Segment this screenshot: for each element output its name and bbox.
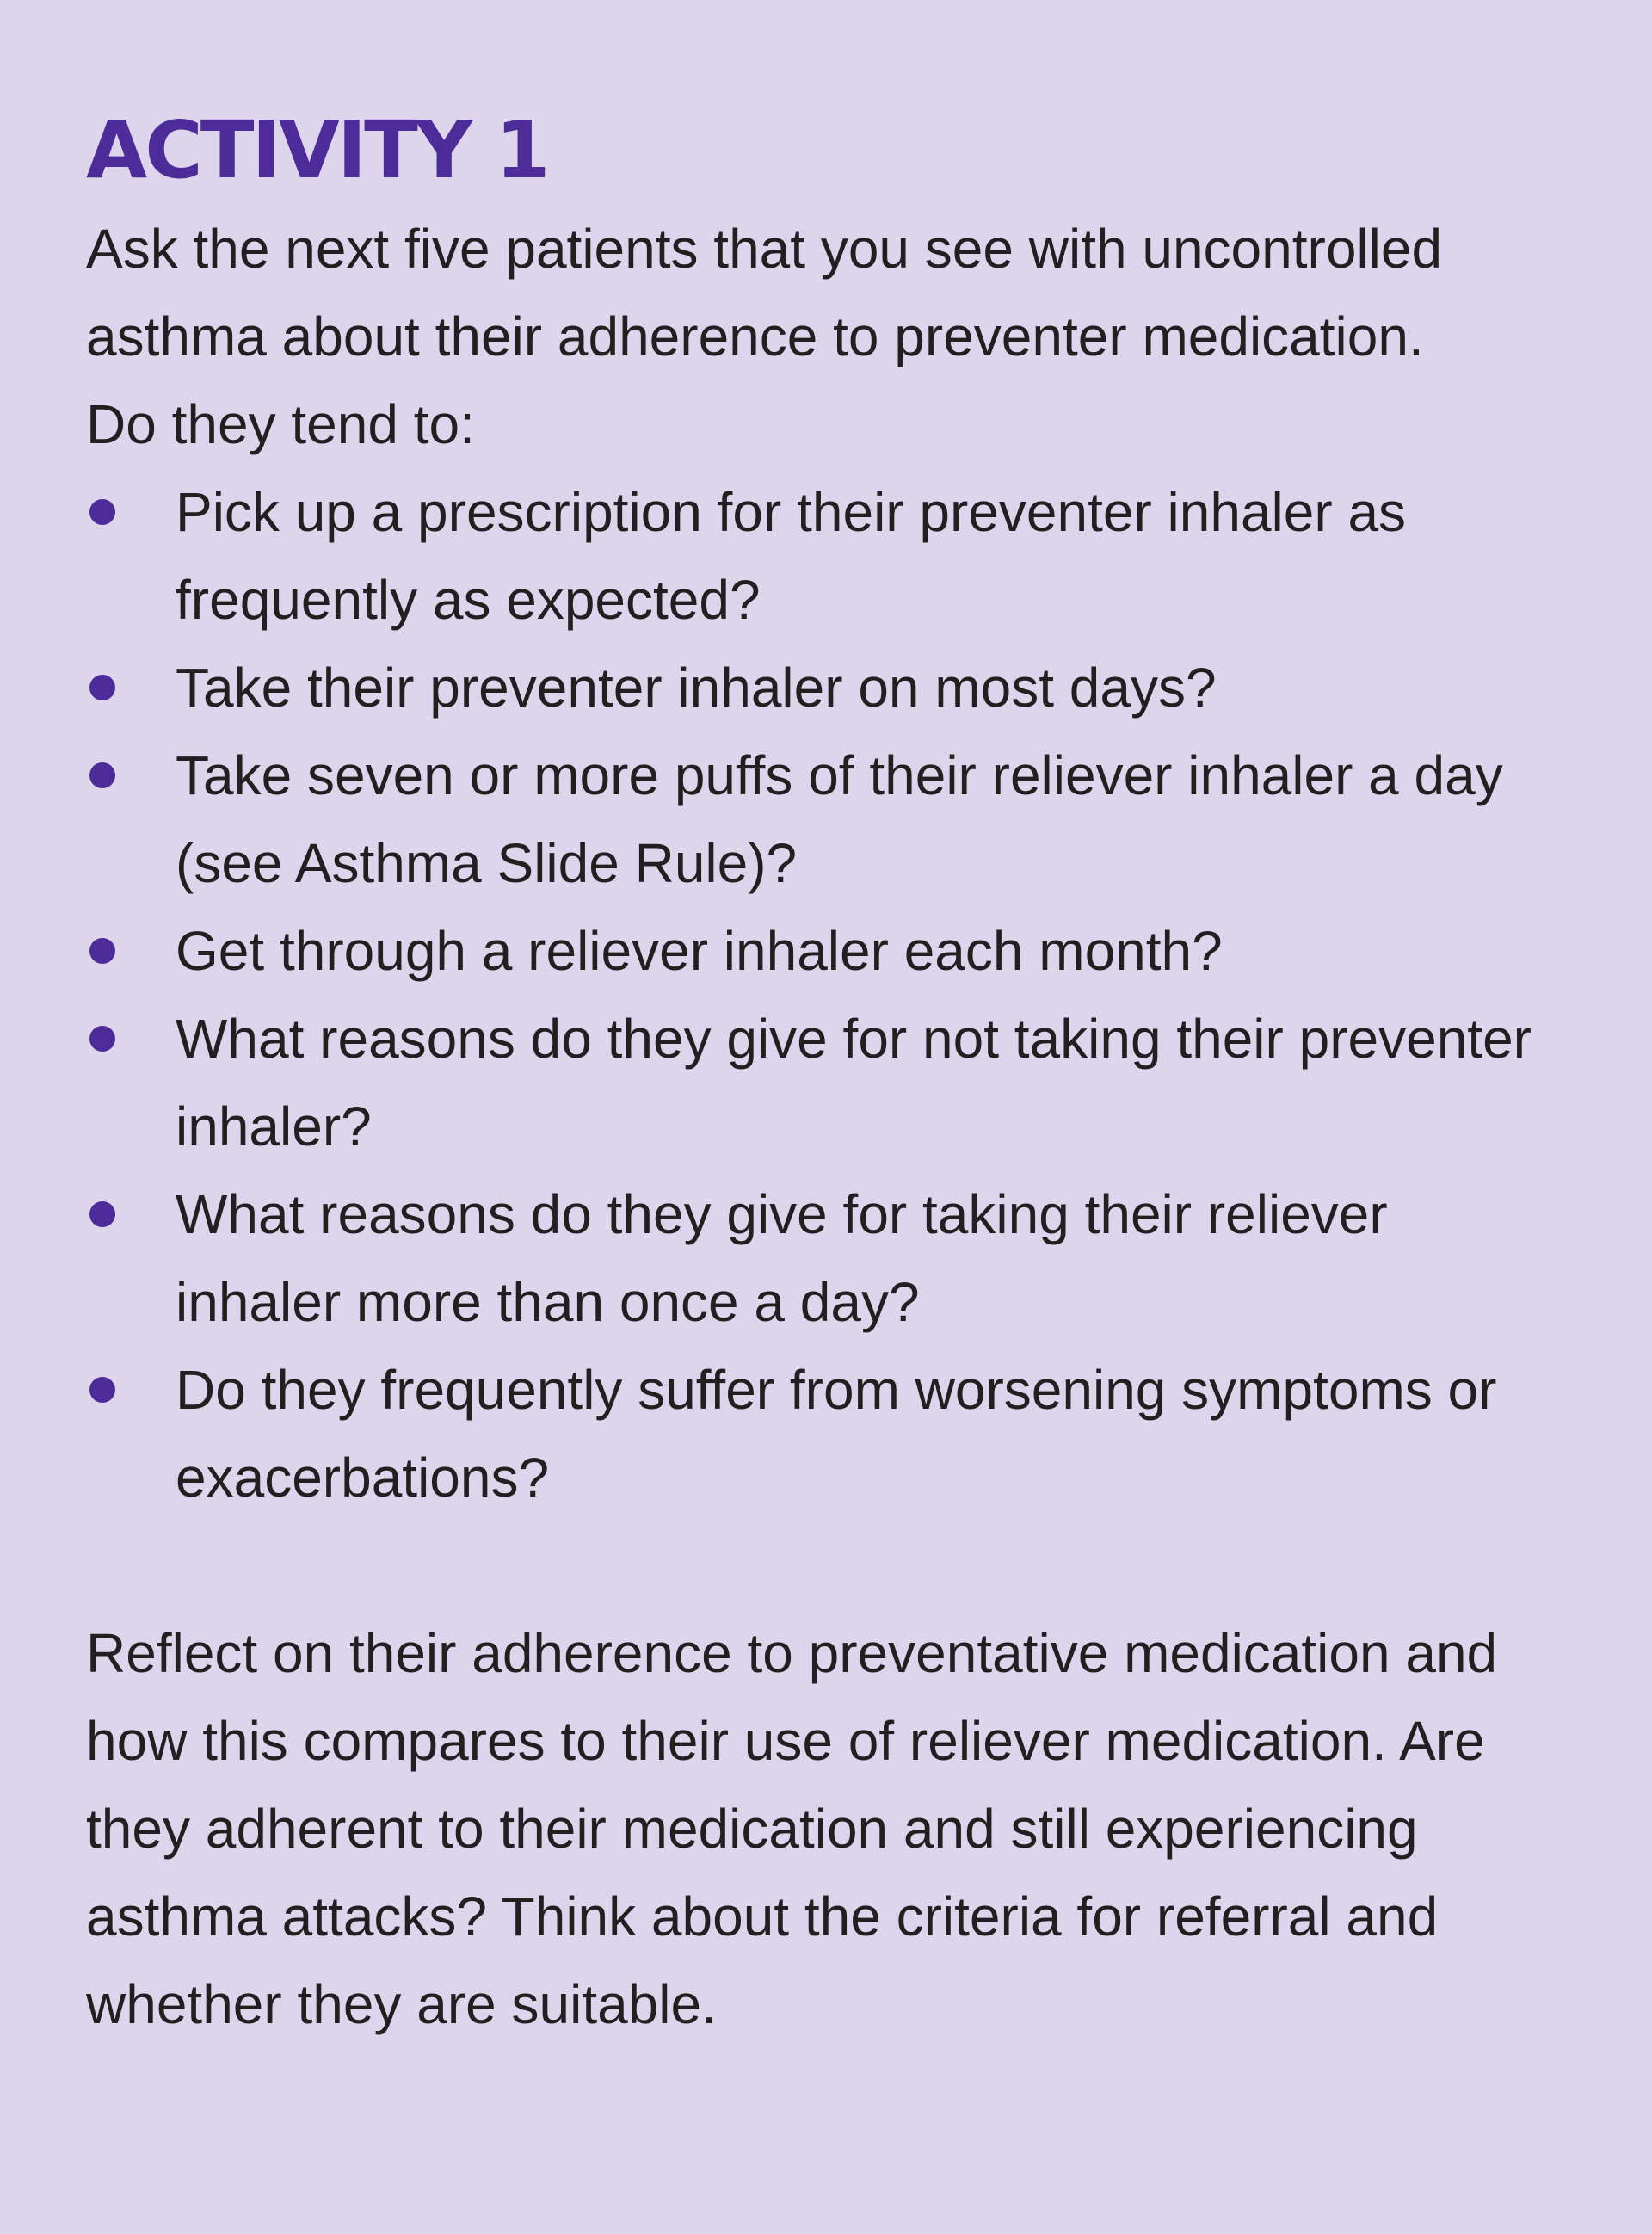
list-item-text: What reasons do they give for taking their reliever inhaler more than once a day? (176, 1183, 1388, 1333)
bullet-icon (89, 762, 115, 788)
list-item (86, 1170, 1549, 1346)
list-item (86, 1346, 1549, 1521)
list-item-text: Take seven or more puffs of their reliever inhaler a day (see Asthma Slide Rule)? (176, 744, 1503, 894)
list-item-text: Do they frequently suffer from worsening symptoms or exacerbations? (176, 1359, 1497, 1509)
activity-intro: Ask the next five patients that you see with uncontrolled asthma about their adherence to preventer medication. (86, 218, 1443, 367)
bullet-lead-in: Do they tend to: (86, 393, 475, 455)
question-list (86, 468, 1549, 1521)
list-item-text: Take their preventer inhaler on most days? (176, 657, 1217, 719)
bullet-icon (89, 1201, 115, 1227)
list-item (86, 907, 1549, 995)
activity-content (86, 103, 1549, 2048)
bullet-icon (89, 675, 115, 700)
activity-title: ACTIVITY 1 (86, 104, 548, 196)
bullet-icon (89, 1377, 115, 1403)
list-item (86, 468, 1549, 644)
list-item-text: What reasons do they give for not taking their preventer inhaler? (176, 1008, 1532, 1157)
list-item-text: Get through a reliever inhaler each month? (176, 920, 1223, 982)
reflection-paragraph: Reflect on their adherence to preventative medication and how this compares to their use of reliever medication. Are they adherent to their medication and still experiencing asthma attacks? Think about the criteria for referral and whether they are suitable. (86, 1622, 1498, 2035)
list-item (86, 731, 1549, 907)
bullet-icon (89, 1026, 115, 1052)
bullet-icon (89, 499, 115, 525)
bullet-icon (89, 938, 115, 964)
list-item (86, 995, 1549, 1170)
list-item-text: Pick up a prescription for their preventer inhaler as frequently as expected? (176, 481, 1407, 631)
list-item (86, 644, 1549, 731)
